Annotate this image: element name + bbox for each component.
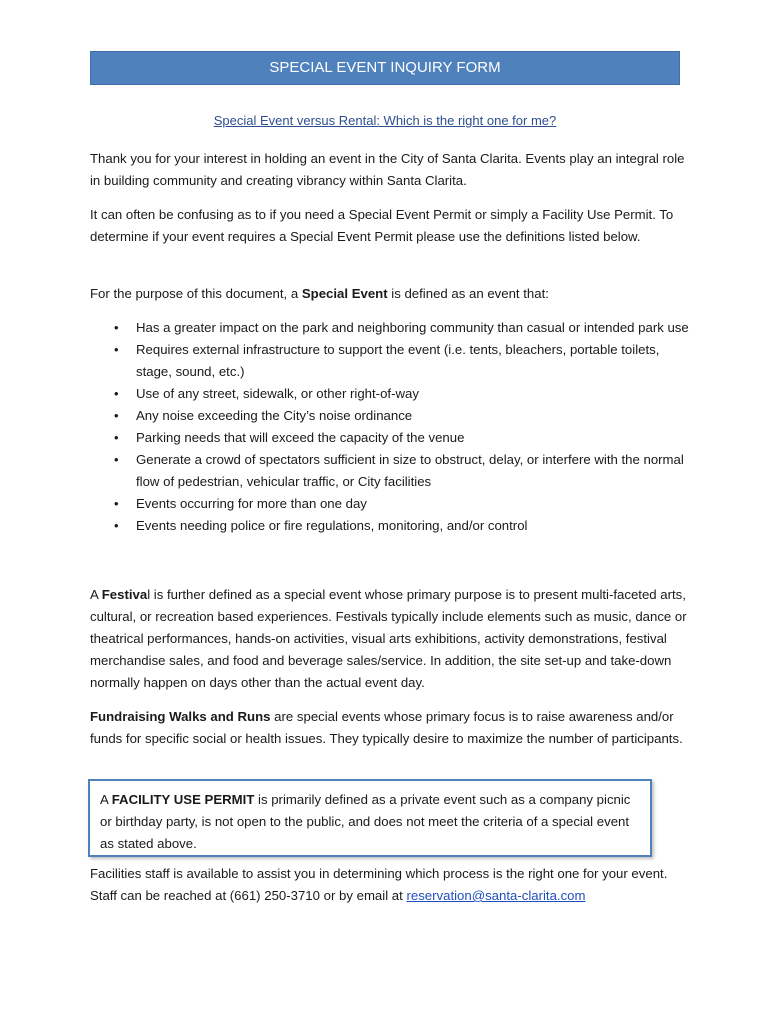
facility-use-permit-term: FACILITY USE PERMIT — [111, 792, 255, 807]
bullet-icon: • — [114, 430, 119, 445]
contact-paragraph: Facilities staff is available to assist you in determining which process is the right one for your event. Staff can be reached at (661) 250-3710 or by email at reservation@santa-clarita.com — [90, 866, 668, 903]
facility-use-permit-box — [88, 779, 652, 857]
bullet-icon: • — [114, 342, 119, 357]
bullet-icon: • — [114, 496, 119, 511]
festival-paragraph: A Festival is further defined as a special event whose primary purpose is to present multi-faceted arts, cultural, or recreation based experiences. Festivals typically include elements such as music, dance or theatrical performances, hands-on activities, visual arts exhibitions, activity demonstrations, festival merchandise sales, and food and beverage sales/service. In addition, the site set-up and take-down normally happen on days other than the actual event day. — [90, 587, 687, 690]
form-title: SPECIAL EVENT INQUIRY FORM — [90, 51, 680, 85]
special-event-definition — [90, 283, 690, 305]
permit-confusion-paragraph: It can often be confusing as to if you need a Special Event Permit or simply a Facility Use Permit. To determine if your event requires a Special Event Permit please use the definitions listed below. — [90, 207, 674, 244]
email-link[interactable]: reservation@santa-clarita.com — [406, 888, 586, 903]
intro-paragraph: Thank you for your interest in holding an event in the City of Santa Clarita. Events play an integral role in building community and creating vibrancy within Santa Clarita. — [90, 151, 685, 188]
list-item: • Generate a crowd of spectators sufficient in size to obstruct, delay, or interfere with the normal flow of pedestrian, vehicular traffic, or City facilities — [90, 449, 690, 493]
list-item: • Use of any street, sidewalk, or other right-of-way — [90, 383, 690, 405]
definition-prefix: For the purpose of this document, a — [90, 286, 302, 301]
special-event-term: Special Event — [301, 286, 388, 301]
list-item: • Any noise exceeding the City’s noise ordinance — [90, 405, 690, 427]
bullet-icon: • — [114, 386, 119, 401]
bullet-icon: • — [114, 452, 119, 467]
fundraising-paragraph: Fundraising Walks and Runs are special events whose primary focus is to raise awareness and/or funds for specific social or health issues. They typically desire to maximize the number of participants. — [90, 709, 683, 746]
list-item: • Has a greater impact on the park and neighboring community than casual or intended park use — [90, 317, 690, 339]
festival-term: Festiva — [101, 587, 148, 602]
bullet-icon: • — [114, 408, 119, 423]
fundraising-term: Fundraising Walks and Runs — [90, 709, 271, 724]
list-item: • Requires external infrastructure to support the event (i.e. tents, bleachers, portable toilets, stage, sound, etc.) — [90, 339, 690, 383]
definition-suffix: is defined as an event that: — [387, 286, 549, 301]
special-event-criteria-list — [90, 317, 690, 537]
facility-use-permit-text: A FACILITY USE PERMIT is primarily defined as a private event such as a company picnic or birthday party, is not open to the public, and does not meet the criteria of a special event as stated above. — [100, 792, 631, 851]
list-item: • Parking needs that will exceed the capacity of the venue — [90, 427, 690, 449]
section-subtitle: Special Event versus Rental: Which is the right one for me? — [213, 113, 557, 128]
list-item: • Events needing police or fire regulations, monitoring, and/or control — [90, 515, 690, 537]
bullet-icon: • — [114, 518, 119, 533]
bullet-icon: • — [114, 320, 119, 335]
list-item: • Events occurring for more than one day — [90, 493, 690, 515]
